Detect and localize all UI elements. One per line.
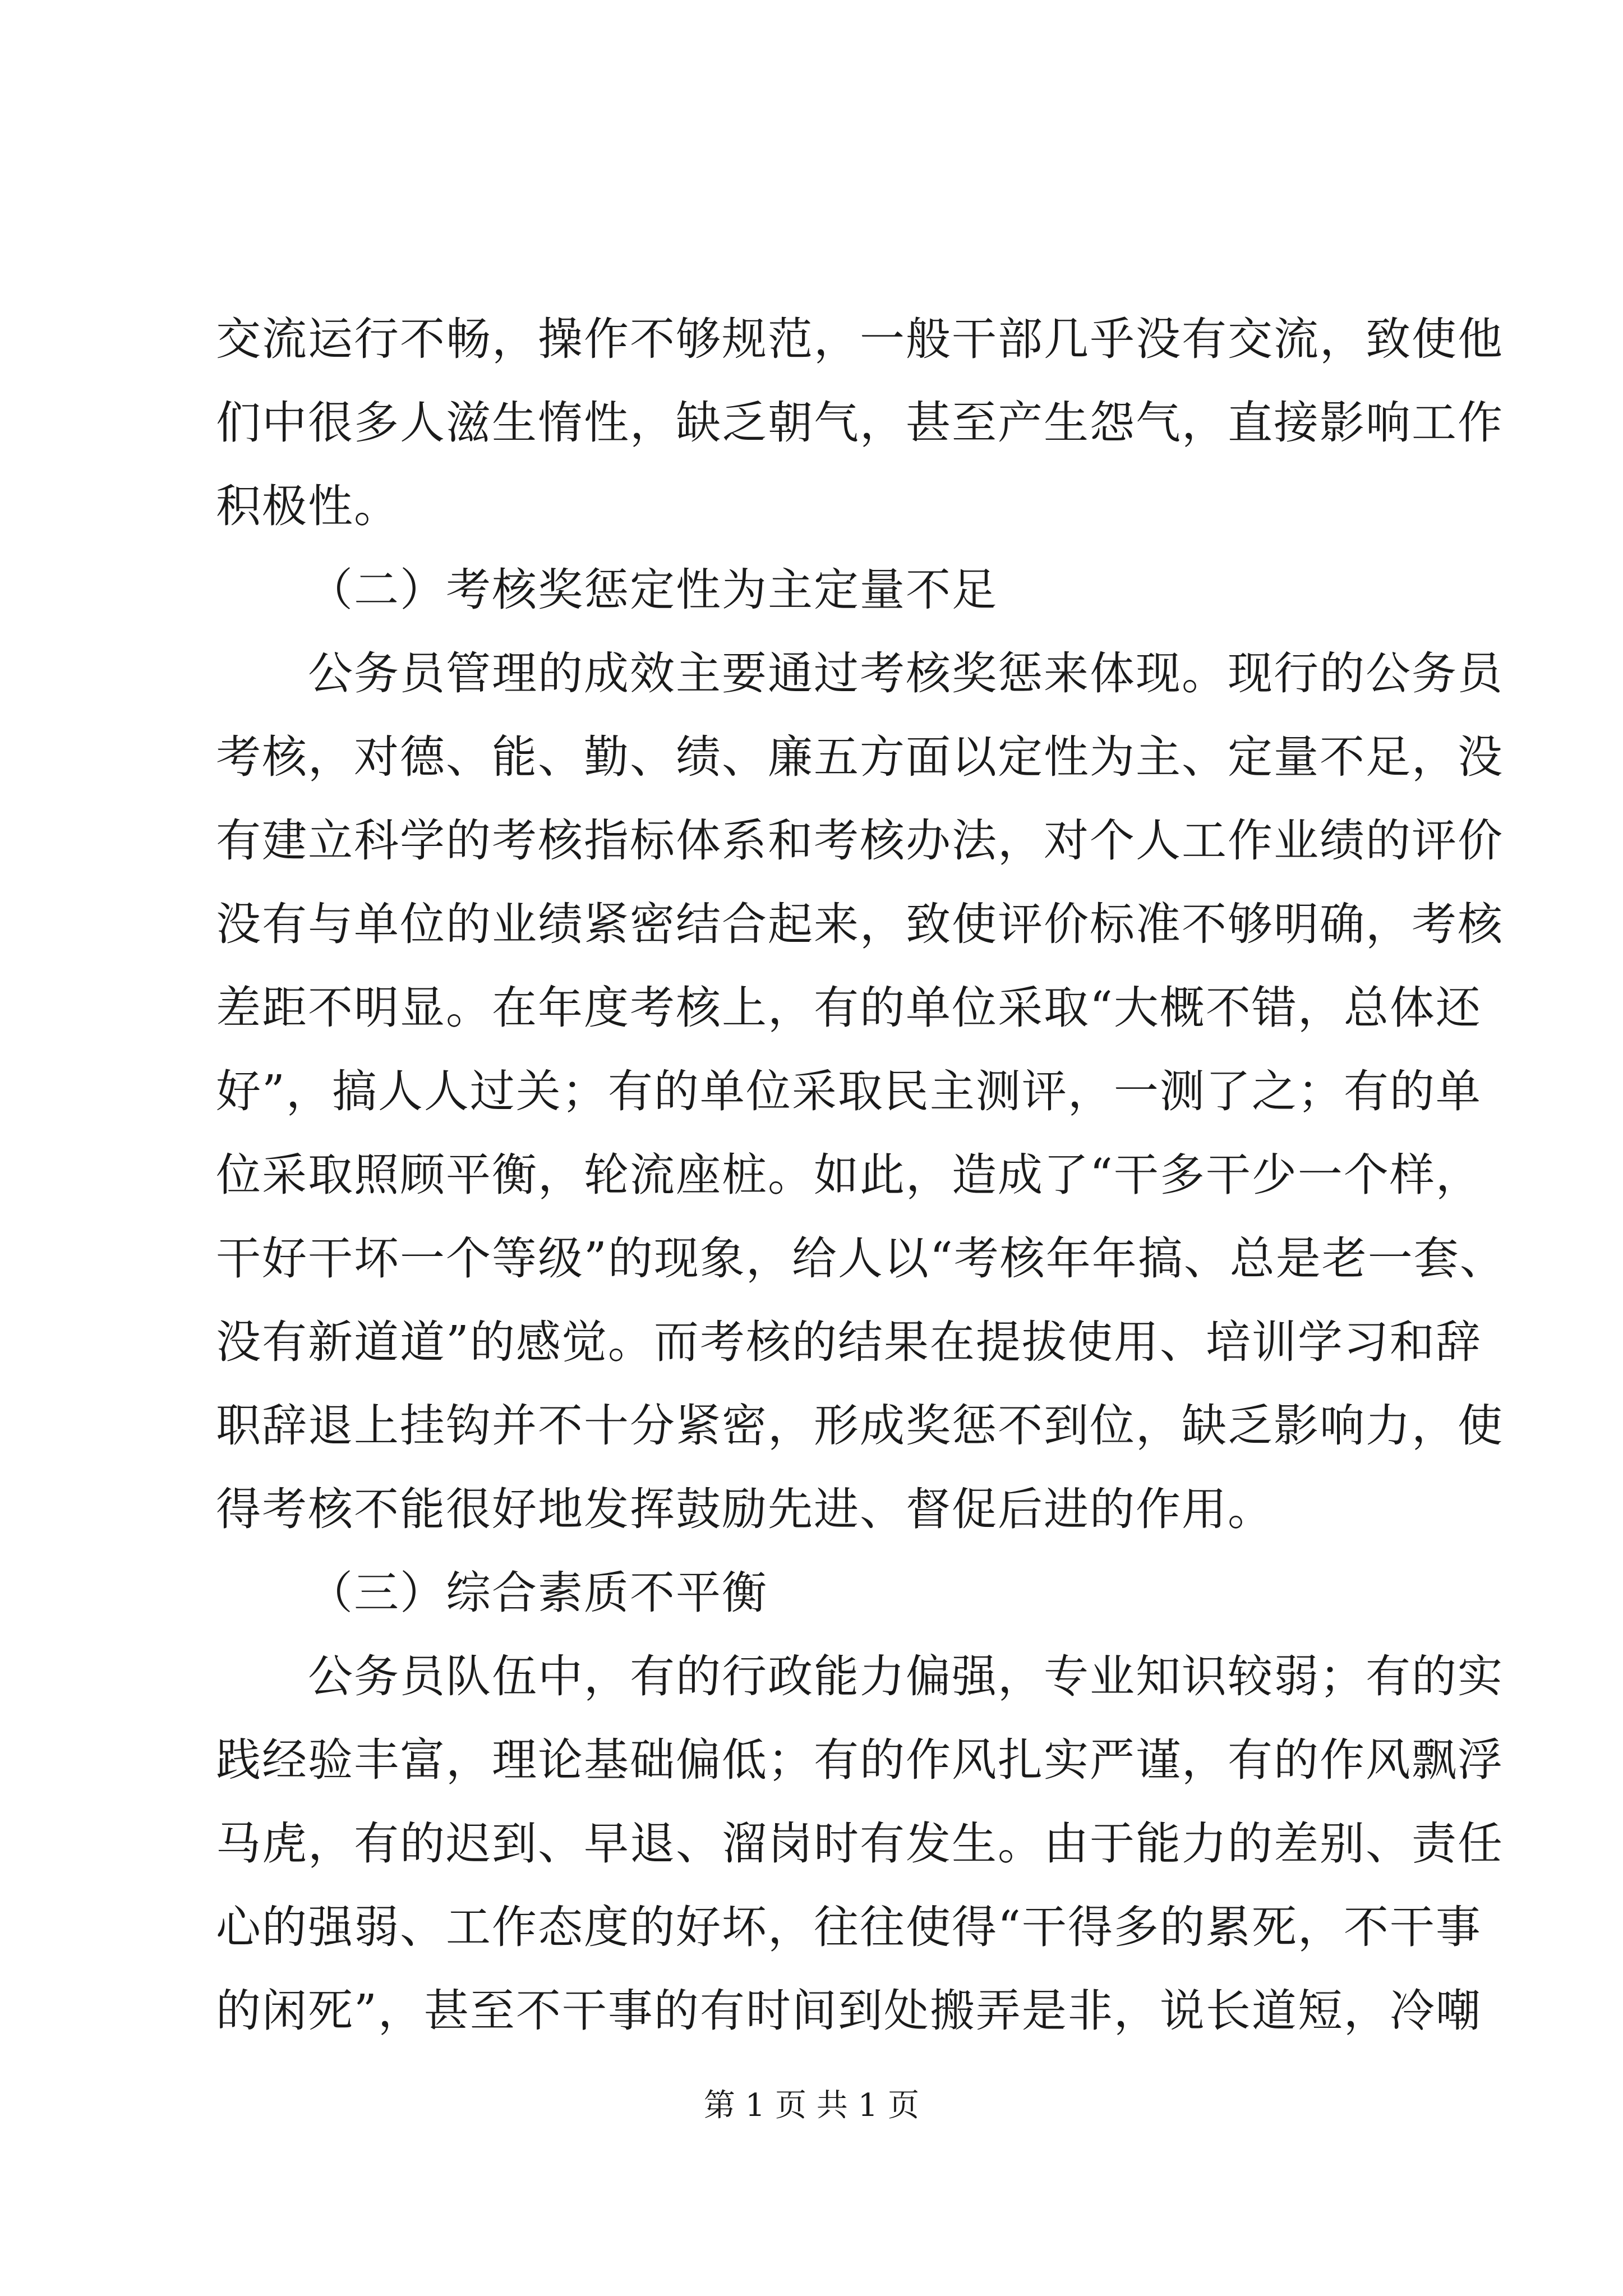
text-line: 公务员队伍中，有的行政能力偏强，专业知识较弱；有的实 (308, 1650, 1504, 1703)
document-body (216, 297, 1506, 2053)
text-line: 的闲死”，甚至不干事的有时间到处搬弄是非，说长道短，冷嘲 (216, 1985, 1482, 2037)
text-line: 有建立科学的考核指标体系和考核办法，对个人工作业绩的评价 (216, 815, 1504, 867)
page-number-footer: 第 1 页 共 1 页 (703, 2087, 920, 2124)
section-heading-2: （二）考核奖惩定性为主定量不足 (308, 564, 998, 616)
text-line: 们中很多人滋生惰性，缺乏朝气，甚至产生怨气，直接影响工作 (216, 397, 1504, 449)
text-line: 公务员管理的成效主要通过考核奖惩来体现。现行的公务员 (308, 647, 1504, 700)
text-line: 心的强弱、工作态度的好坏，往往使得“干得多的累死，不干事 (216, 1901, 1482, 1953)
text-line: 没有与单位的业绩紧密结合起来，致使评价标准不够明确，考核 (216, 898, 1504, 950)
text-line: 位采取照顾平衡，轮流座桩。如此，造成了“干多干少一个样， (216, 1149, 1482, 1201)
text-line: 没有新道道”的感觉。而考核的结果在提拔使用、培训学习和辞 (216, 1316, 1482, 1368)
section-heading-3: （三）综合素质不平衡 (308, 1567, 768, 1619)
text-line: 得考核不能很好地发挥鼓励先进、督促后进的作用。 (216, 1483, 1274, 1535)
text-line: 考核，对德、能、勤、绩、廉五方面以定性为主、定量不足，没 (216, 731, 1504, 783)
text-line: 马虎，有的迟到、早退、溜岗时有发生。由于能力的差别、责任 (216, 1818, 1504, 1870)
text-line: 职辞退上挂钩并不十分紧密，形成奖惩不到位，缺乏影响力，使 (216, 1400, 1504, 1452)
text-line: 差距不明显。在年度考核上，有的单位采取“大概不错，总体还 (216, 982, 1482, 1034)
text-line: 干好干坏一个等级”的现象，给人以“考核年年搞、总是老一套、 (216, 1232, 1506, 1285)
text-line: 践经验丰富，理论基础偏低；有的作风扎实严谨，有的作风飘浮 (216, 1734, 1504, 1786)
text-line: 交流运行不畅，操作不够规范，一般干部几乎没有交流，致使他 (216, 313, 1504, 365)
text-line: 积极性。 (216, 480, 400, 532)
text-line: 好”，搞人人过关；有的单位采取民主测评，一测了之；有的单 (216, 1065, 1482, 1117)
